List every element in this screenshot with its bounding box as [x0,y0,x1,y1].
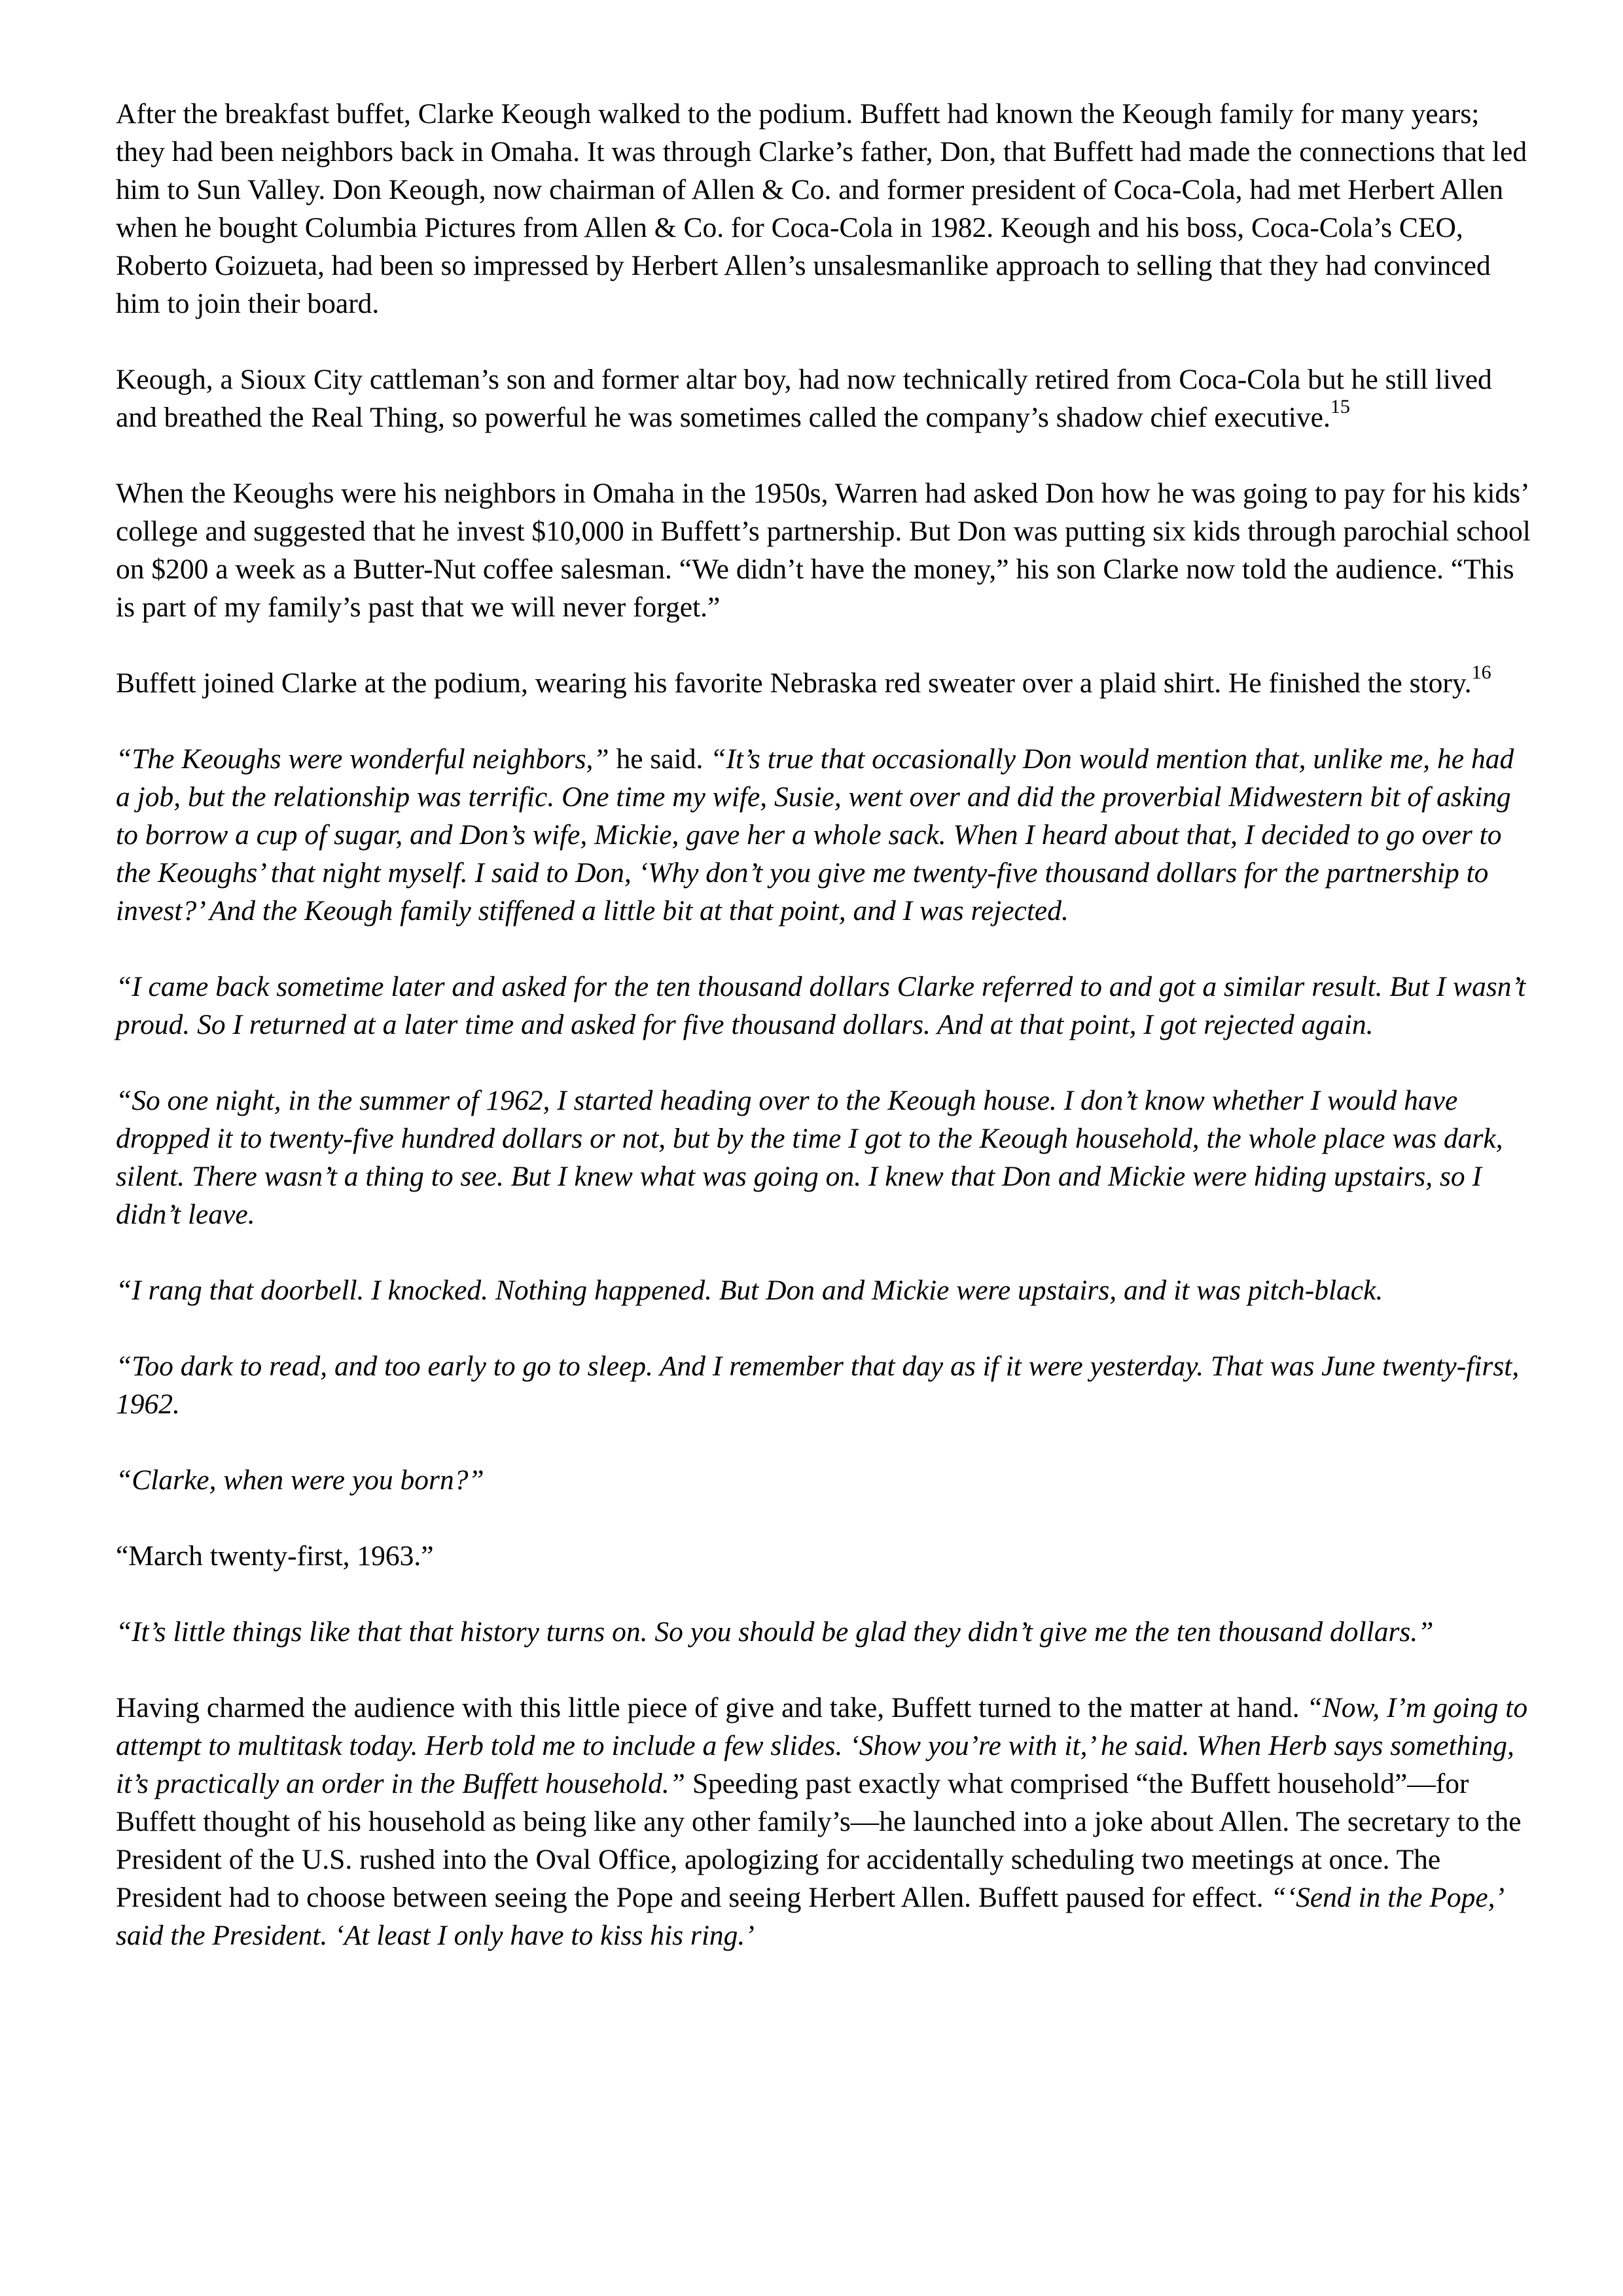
body-text: “March twenty-first, 1963.” [116,1540,434,1572]
paragraph [116,474,1533,626]
paragraph [116,95,1533,323]
body-text: Speeding past exactly what comprised “the Buffett household”—for Buffett thought of his household as being like any other family’s—he launched into a joke about Allen. The secretary to the President of the U.S. rushed into the Oval Office, apologizing for accidentally scheduling two meetings at once. The President had to choose between seeing the Pope and seeing Herbert Allen. Buffett paused for effect. [116,1768,1522,1913]
paragraph [116,361,1533,436]
paragraph [116,1271,1533,1309]
quoted-text: “‘Send in the Pope,’ said the President. ‘At least I only have to kiss his ring.’ [116,1882,1502,1951]
quoted-text: “I rang that doorbell. I knocked. Nothing happened. But Don and Mickie were upstairs, and it was pitch-black. [116,1275,1383,1306]
body-text: Keough, a Sioux City cattleman’s son and former altar boy, had now technically retired from Coca-Cola but he still lived and breathed the Real Thing, so powerful he was sometimes called the company’s shadow chief executive. [116,364,1492,433]
body-text: he said. [609,743,711,775]
quoted-text: “It’s true that occasionally Don would mention that, unlike me, he had a job, but the relationship was terrific. One time my wife, Susie, went over and did the proverbial Midwestern bit of asking to borrow a cup of sugar, and Don’s wife, Mickie, gave her a whole sack. When I heard about that, I decided to go over to the Keoughs’ that night myself. I said to Don, ‘Why don’t you give me twenty-five thousand dollars for the partnership to invest?’ And the Keough family stiffened a little bit at that point, and I was rejected. [116,743,1514,927]
quoted-text: “Too dark to read, and too early to go to sleep. And I remember that day as if it were yesterday. That was June twenty-first, 1962. [116,1351,1520,1420]
paragraph [116,1082,1533,1233]
body-text: Buffett joined Clarke at the podium, wearing his favorite Nebraska red sweater over a plaid shirt. He finished the story. [116,667,1472,699]
quoted-text: “So one night, in the summer of 1962, I started heading over to the Keough house. I don’t know whether I would have dropped it to twenty-five hundred dollars or not, but by the time I got to the Keough household, the whole place was dark, silent. There wasn’t a thing to see. But I knew what was going on. I knew that Don and Mickie were hiding upstairs, so I didn’t leave. [116,1085,1503,1230]
quoted-text: “It’s little things like that that history turns on. So you should be glad they didn’t give me the ten thousand dollars.” [116,1616,1434,1648]
quoted-text: “Clarke, when were you born?” [116,1464,484,1496]
paragraph [116,1613,1533,1651]
body-text: When the Keoughs were his neighbors in Omaha in the 1950s, Warren had asked Don how he was going to pay for his kids’ college and suggested that he invest $10,000 in Buffett’s partnership. But Don was putting six kids through parochial school on $200 a week as a Butter-Nut coffee salesman. “We didn’t have the money,” his son Clarke now told the audience. “This is part of my family’s past that we will never forget.” [116,478,1531,623]
paragraph [116,661,1533,702]
body-text: Having charmed the audience with this little piece of give and take, Buffett turned to the matter at hand. [116,1692,1307,1723]
paragraph [116,1537,1533,1575]
footnote-marker: 16 [1471,661,1491,683]
footnote-marker: 15 [1330,395,1350,417]
paragraph [116,1347,1533,1423]
paragraph [116,968,1533,1044]
quoted-text: “Now, I’m going to attempt to multitask today. Herb told me to include a few slides. ‘Show you’re with it,’ he said. When Herb says something, it’s practically an order in the Buffett household.” [116,1692,1528,1799]
body-text: After the breakfast buffet, Clarke Keough walked to the podium. Buffett had known the Keough family for many years; they had been neighbors back in Omaha. It was through Clarke’s father, Don, that Buffett had made the connections that led him to Sun Valley. Don Keough, now chairman of Allen & Co. and former president of Coca-Cola, had met Herbert Allen when he bought Columbia Pictures from Allen & Co. for Coca-Cola in 1982. Keough and his boss, Coca-Cola’s CEO, Roberto Goizueta, had been so impressed by Herbert Allen’s unsalesmanlike approach to selling that they had convinced him to join their board. [116,98,1527,319]
paragraph [116,1461,1533,1499]
paragraph [116,740,1533,930]
quoted-text: “The Keoughs were wonderful neighbors,” [116,743,609,775]
document-page [116,95,1533,1992]
quoted-text: “I came back sometime later and asked for the ten thousand dollars Clarke referred to and got a similar result. But I wasn’t proud. So I returned at a later time and asked for five thousand dollars. And at that point, I got rejected again. [116,971,1526,1040]
paragraph [116,1689,1533,1954]
